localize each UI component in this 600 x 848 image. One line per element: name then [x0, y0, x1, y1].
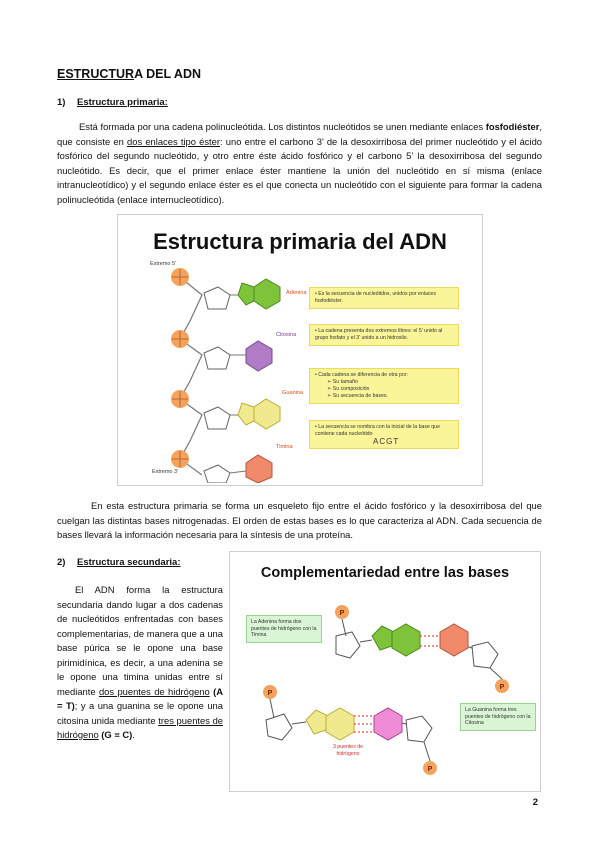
polynucleotide-diagram — [142, 263, 317, 483]
info-box-differences: • Cada cadena se diferencia de otra por: ➢ Su tamaño ➢ Su composición ➢ Su secuencia de bases. — [309, 368, 459, 404]
phosphate-icon — [171, 268, 189, 468]
hydrogen-bond-icon — [354, 716, 374, 732]
figure-title: Complementariedad entre las bases — [260, 565, 510, 581]
svg-text:P: P — [339, 610, 345, 617]
list-item: ➢ Su secuencia de bases. — [327, 393, 388, 399]
list-item: ➢ Su composición — [327, 386, 370, 392]
extremo-5-label: Extremo 5’ — [150, 261, 177, 267]
page-number: 2 — [532, 797, 538, 808]
base-label-thymine: Timina — [276, 444, 293, 450]
info-box-extremes: • La cadena presenta dos extremos libres: el 5’ unido al grupo fosfato y el 3’ unido a un hidroxilo. — [309, 324, 459, 346]
svg-text:P: P — [427, 766, 433, 773]
base-label-guanine: Guanina — [282, 390, 304, 396]
note-box-adenine-thymine: La Adenina forma dos puentes de hidrógeno con la Timina — [246, 615, 322, 643]
note-box-guanine-cytosine: La Guanina forma tres puentes de hidrógeno con la Citosina — [460, 703, 536, 731]
figure-title: Estructura primaria del ADN — [153, 229, 447, 254]
sequence-code: ACGT — [373, 437, 400, 446]
extremo-3-label: Extremo 3’ — [152, 469, 179, 475]
svg-text:P: P — [267, 690, 273, 697]
paragraph-primary-structure: Está formada por una cadena polinucleótida. Los distintos nucleótidos se unen mediante enlaces fosfodiéster, que consiste en dos enlaces tipo éster: uno entre el carbono 3’ de la desoxirribosa del primer nucleótido y el ácido fosfórico del segundo nucleótido, y otro entre éste ácido fosfórico y el carbono 5’ la desoxirribosa del segundo nucleótido. Es decir, que el primer enlace éster mantiene la unión del nucleótido en sí misma (enlace intranucleotídico) y el segundo enlace éster es el que conecta un nucleótido con el siguiente para formar la cadena polinucleótida (enlace internucleotídico). — [57, 121, 543, 205]
page-title: ESTRUCTURA DEL ADN — [57, 67, 201, 81]
section-number: 2) — [57, 557, 66, 568]
figure-base-complementarity — [229, 551, 541, 792]
base-label-adenine: Adenina — [286, 290, 307, 296]
info-box-naming: • La secuencia se nombra con la inicial de la base que contiene cada nucleótido ACGT — [309, 420, 459, 449]
cytosine-icon — [374, 708, 402, 740]
adenine-icon — [372, 624, 420, 656]
list-item: ➢ Su tamaño — [327, 379, 358, 385]
base-label-cytosine: Citosina — [276, 332, 297, 338]
section-label: Estructura secundaria: — [77, 557, 181, 568]
adenine-icon — [238, 279, 280, 309]
section-heading-secondary — [57, 557, 180, 568]
guanine-icon — [238, 399, 280, 429]
deoxyribose-icon — [204, 287, 230, 483]
cytosine-icon — [246, 341, 272, 371]
paragraph-secondary-structure: El ADN forma la estructura secundaria dando lugar a dos cadenas de nucleótidos enfrentadas con bases complementarias, de manera que a una base púrica se le opone una base pirimidínica, es decir, a una adenina se le opone una timina unidas entre sí mediante dos puentes de hidrógeno (A = T); y a una guanina se le opone una citosina unida mediante tres puentes de hidrógeno (G ≡ C). — [57, 584, 223, 740]
info-box-sequence: • Es la secuencia de nucleótidos, unidos por enlaces fosfodiéster. — [309, 287, 459, 309]
section-label: Estructura primaria: — [77, 97, 168, 108]
svg-text:P: P — [499, 684, 505, 691]
thymine-icon — [246, 455, 272, 483]
hydrogen-bond-label: 3 puentes de hidrógeno — [333, 744, 363, 757]
figure-primary-structure — [117, 214, 483, 486]
section-number: 1) — [57, 97, 66, 108]
hydrogen-bond-icon — [420, 636, 440, 646]
paragraph-backbone: En esta estructura primaria se forma un esqueleto fijo entre el ácido fosfórico y la desoxirribosa del que cuelgan las distintas bases nitrogenadas. El orden de estas bases es lo que caracteriza al ADN. Cada secuencia de bases llevará la información necesaria para la síntesis de una proteína. — [57, 500, 542, 540]
differences-list — [315, 379, 453, 400]
section-heading-primary — [57, 97, 168, 108]
thymine-icon — [440, 624, 468, 656]
backbone-line — [180, 277, 202, 475]
guanine-icon — [306, 708, 354, 740]
base-pairing-diagram — [240, 596, 530, 786]
